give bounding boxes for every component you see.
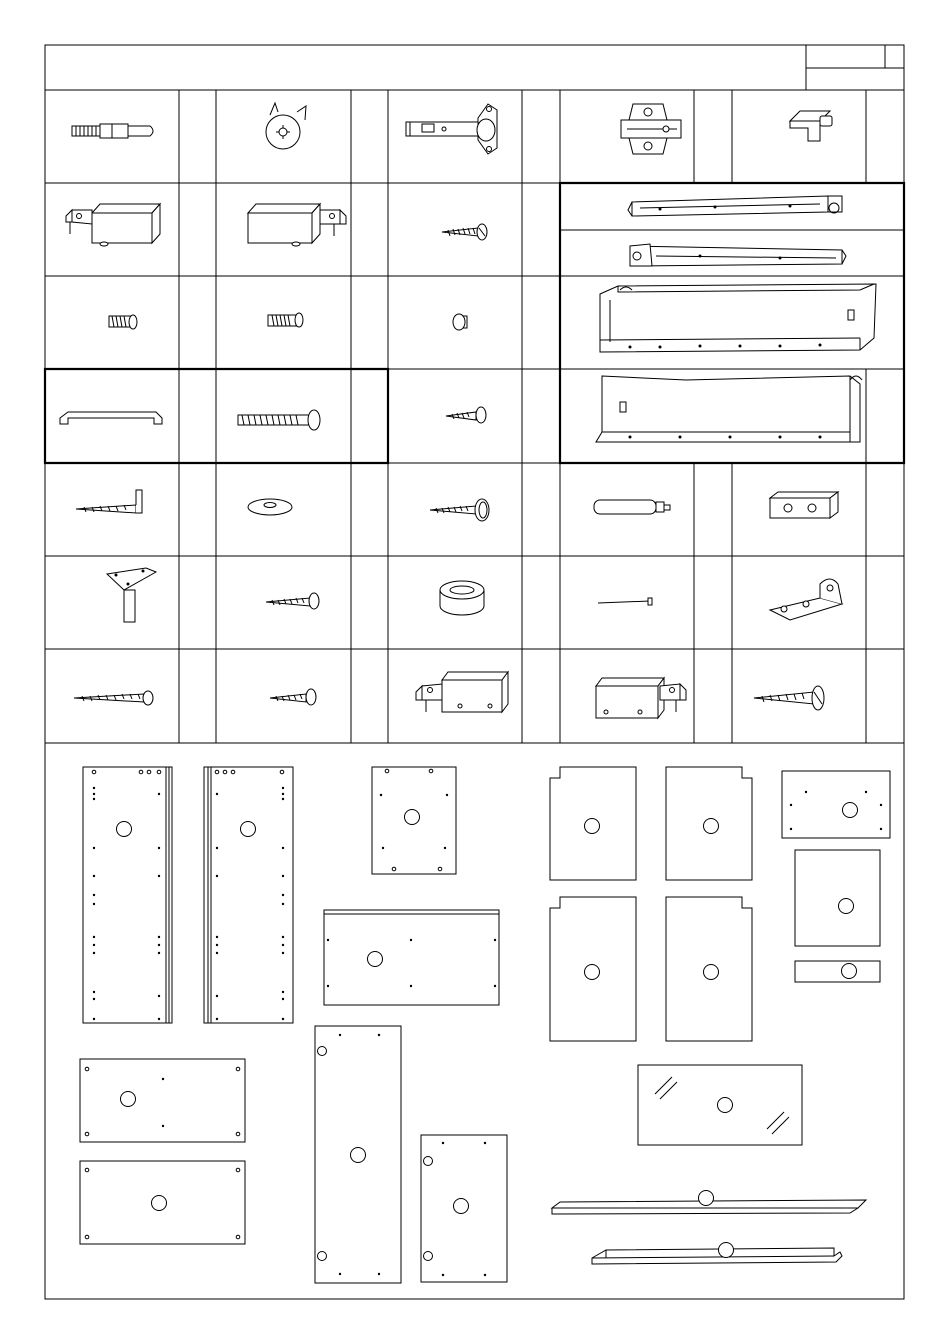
side-panel-right: [204, 767, 293, 1023]
screw-medium-icon: [442, 224, 487, 240]
door-panel-1: [550, 767, 636, 880]
glass-panel: [638, 1065, 802, 1145]
nail-icon: [598, 598, 652, 605]
drawer-runner-drawer-icon: [630, 244, 846, 266]
corner-connector-icon: [770, 492, 838, 518]
side-panel-left: [83, 767, 172, 1023]
strip-panel: [795, 961, 880, 982]
shelf-panel-1: [80, 1059, 245, 1142]
shelf-support-icon: [790, 111, 832, 141]
medium-panel: [421, 1135, 507, 1282]
bottom-panel: [324, 910, 499, 1005]
wide-head-screw-icon: [754, 686, 824, 710]
shelf-panel-2: [80, 1161, 245, 1244]
metal-drawer-side-left-icon: [600, 284, 876, 352]
angle-bracket-icon: [770, 579, 842, 620]
handle-icon: [60, 412, 162, 424]
door-panel-3: [550, 897, 636, 1041]
plastic-ring-icon: [440, 581, 484, 615]
screw-small-icon: [270, 689, 316, 705]
hinge-icon: [406, 104, 497, 154]
door-panel-4: [666, 897, 752, 1041]
cam-bolt-icon: [72, 124, 153, 138]
box-bracket-right-icon: [596, 678, 686, 718]
square-panel: [795, 850, 880, 946]
wooden-dowel-icon: [594, 500, 670, 514]
metal-drawer-side-right-icon: [596, 376, 862, 442]
drawer-runner-cabinet-icon: [628, 196, 842, 216]
rail-2: [592, 1243, 842, 1265]
hinge-mounting-plate-icon: [621, 104, 681, 154]
screw-small-icon: [446, 407, 486, 423]
box-bracket-left-icon: [416, 672, 508, 712]
leg-icon: [107, 568, 156, 622]
handle-bolt-icon: [238, 410, 320, 430]
box-bracket-right-icon: [248, 204, 346, 246]
washer-icon: [248, 499, 292, 515]
cam-lock-icon: [266, 103, 306, 149]
long-screw-icon: [74, 691, 153, 705]
hook-screw-icon: [76, 490, 142, 513]
washer-screw-icon: [430, 499, 489, 521]
box-bracket-left-icon: [66, 204, 160, 246]
short-screw-icon: [109, 315, 137, 329]
dowel-cap-icon: [453, 314, 467, 330]
top-panel: [372, 767, 456, 874]
door-panel-2: [666, 767, 752, 880]
rail-1: [552, 1191, 866, 1215]
screw-medium-icon: [266, 593, 319, 609]
panels-section: [80, 767, 890, 1283]
small-panel-holes: [782, 771, 890, 838]
short-screw-icon: [268, 313, 303, 327]
tall-panel: [315, 1026, 401, 1283]
